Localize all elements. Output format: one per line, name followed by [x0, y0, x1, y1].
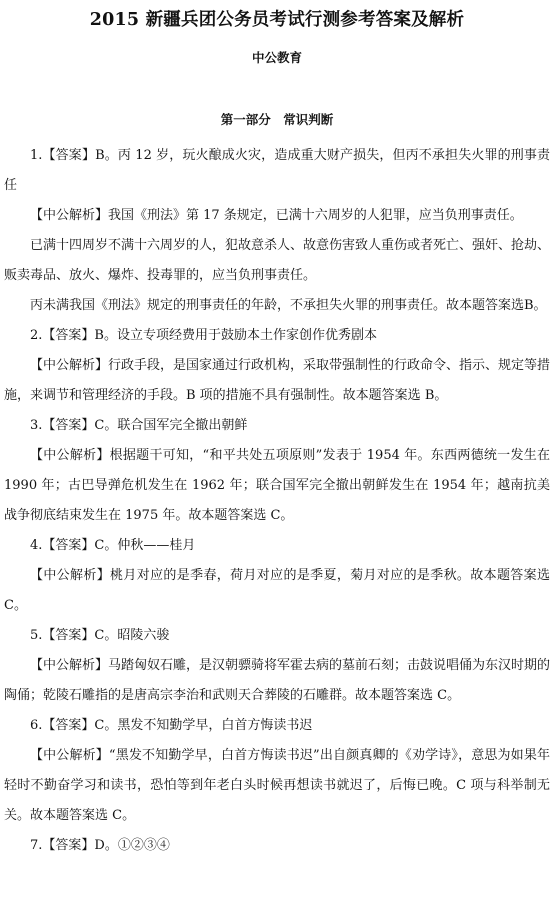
- section-heading: 第一部分 常识判断: [220, 112, 334, 127]
- answer-line: 4.【答案】C。仲秋——桂月: [30, 538, 196, 553]
- answer-line: 6.【答案】C。黑发不知勤学早，白首方悔读书迟: [30, 718, 313, 733]
- answer-content: [0, 141, 554, 861]
- analysis-paragraph: 【中公解析】根据题干可知，“和平共处五项原则”发表于 1954 年。东西两德统一发生在 1990 年；古巴导弹危机发生在 1962 年；联合国军完全撤出朝鲜发生在 1954 年；越南抗美战争彻底结束发生在 1975 年。故本题答案选 C。: [4, 448, 550, 523]
- answer-line: 3.【答案】C。联合国军完全撤出朝鲜: [30, 418, 248, 433]
- analysis-paragraph: 【中公解析】桃月对应的是季春，荷月对应的是季夏，菊月对应的是季秋。故本题答案选 C。: [4, 568, 550, 613]
- analysis-paragraph: 丙未满我国《刑法》规定的刑事责任的年龄，不承担失火罪的刑事责任。故本题答案选B。: [30, 298, 547, 313]
- analysis-paragraph: 【中公解析】行政手段，是国家通过行政机构，采取带强制性的行政命令、指示、规定等措施，来调节和管理经济的手段。B 项的措施不具有强制性。故本题答案选 B。: [4, 358, 551, 403]
- answer-line: 2.【答案】B。设立专项经费用于鼓励本土作家创作优秀剧本: [30, 328, 377, 343]
- answer-line: 5.【答案】C。昭陵六骏: [30, 628, 170, 643]
- answer-line: 1.【答案】B。丙 12 岁，玩火酿成火灾，造成重大财产损失，但丙不承担失火罪的刑事责任: [4, 148, 550, 193]
- document-subtitle: 中公教育: [251, 50, 302, 65]
- analysis-paragraph: 已满十四周岁不满十六周岁的人，犯故意杀人、故意伤害致人重伤或者死亡、强奸、抢劫、贩卖毒品、放火、爆炸、投毒罪的，应当负刑事责任。: [4, 238, 551, 283]
- analysis-paragraph: 【中公解析】“黑发不知勤学早，白首方悔读书迟”出自颜真卿的《劝学诗》，意思为如果年轻时不勤奋学习和读书，恐怕等到年老白头时候再想读书就迟了，后悔已晚。C 项与科举制无关。故本题答案选 C。: [4, 748, 550, 823]
- analysis-paragraph: 【中公解析】马踏匈奴石雕，是汉朝骠骑将军霍去病的墓前石刻；击鼓说唱俑为东汉时期的陶俑；乾陵石雕指的是唐高宗李治和武则天合葬陵的石雕群。故本题答案选 C。: [4, 658, 551, 703]
- document-title: 2015 新疆兵团公务员考试行测参考答案及解析: [89, 10, 465, 30]
- analysis-paragraph: 【中公解析】我国《刑法》第 17 条规定，已满十六周岁的人犯罪，应当负刑事责任。: [30, 208, 523, 223]
- answer-line: 7.【答案】D。①②③④: [30, 838, 170, 853]
